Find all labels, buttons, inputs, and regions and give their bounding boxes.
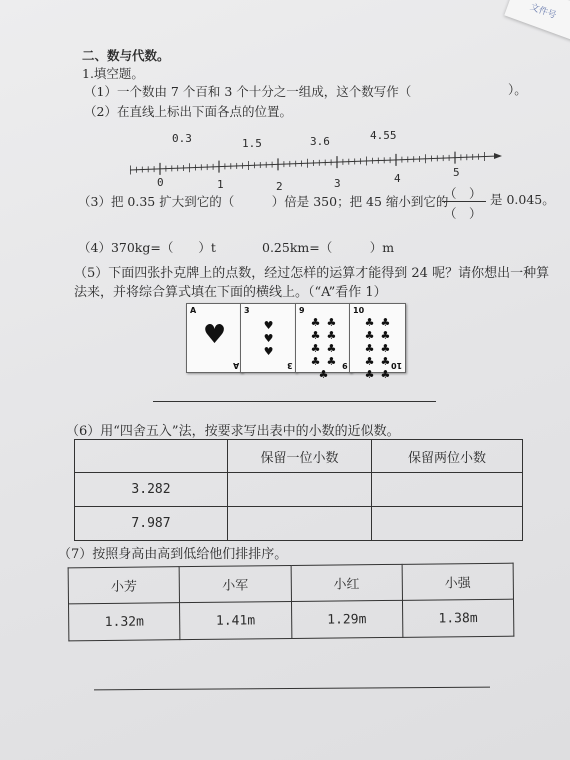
club-icon: ♣: [326, 342, 337, 355]
club-icon: ♣: [326, 355, 337, 368]
table-cell: 1.29m: [291, 600, 403, 638]
q1-4-part-b: 0.25km=（ ）m: [262, 240, 395, 255]
q1-1-text: （1）一个数由 7 个百和 3 个十分之一组成，这个数写作（: [84, 84, 412, 99]
playing-card-ace-hearts: [186, 303, 243, 373]
q1-6-text: （6）用“四舍五入”法，按要求写出表中的小数的近似数。: [66, 424, 400, 439]
q1-7-text: （7）按照身高由高到低给他们排排序。: [58, 547, 288, 562]
q1-3-text: （3）把 0.35 扩大到它的（ ）倍是 350；把 45 缩小到它的: [78, 194, 449, 209]
club-icon: ♣: [364, 355, 375, 368]
q1-3-fraction-denominator: （ ）: [444, 206, 482, 221]
card-rank: A: [232, 361, 239, 370]
point-label: 4.55: [370, 129, 397, 142]
card-pips: [360, 316, 395, 381]
club-icon: ♣: [310, 355, 321, 368]
table-header: 保留两位小数: [372, 440, 523, 473]
point-label: 3.6: [310, 135, 330, 148]
rounding-table: [74, 439, 523, 541]
table-row: [69, 599, 514, 641]
heart-icon: ♥: [263, 318, 274, 332]
point-label: 0.3: [172, 132, 192, 145]
answer-line: [153, 401, 436, 402]
table-cell: 1.32m: [69, 603, 181, 641]
q1-2-text: （2）在直线上标出下面各点的位置。: [84, 104, 292, 119]
axis-label: 4: [394, 172, 401, 185]
club-icon: ♣: [364, 368, 375, 381]
card-rank: A: [190, 306, 197, 315]
heart-icon: ♥: [202, 320, 227, 350]
card-rank: 10: [353, 306, 365, 315]
club-icon: ♣: [380, 329, 391, 342]
heart-icon: ♥: [263, 344, 274, 358]
club-icon: ♣: [380, 342, 391, 355]
table-cell: 7.987: [75, 507, 228, 541]
arrow-icon: [494, 153, 502, 159]
table-cell: 1.38m: [402, 599, 514, 637]
club-icon: ♣: [380, 316, 391, 329]
answer-cell: [228, 507, 372, 541]
club-icon: ♣: [310, 329, 321, 342]
card-rank: 3: [287, 361, 293, 370]
table-header: 保留一位小数: [228, 440, 372, 473]
answer-cell: [228, 473, 372, 507]
club-icon: ♣: [364, 329, 375, 342]
q1-5-line2: 法来，并将综合算式填在下面的横线上。（“A”看作 1）: [74, 285, 387, 300]
axis-label: 5: [453, 166, 460, 179]
answer-cell: [372, 473, 523, 507]
table-header: [75, 440, 228, 473]
number-line-axis: [130, 156, 498, 170]
card-rank: 9: [342, 361, 348, 370]
q1-4-part-a: （4）370kg=（ ）t: [78, 240, 216, 255]
club-icon: ♣: [326, 316, 337, 329]
club-icon: ♣: [380, 355, 391, 368]
fraction-bar: [442, 201, 486, 202]
card-pips: [251, 316, 286, 360]
q1-title: 1.填空题。: [82, 66, 144, 81]
point-label: 1.5: [242, 137, 262, 150]
answer-cell: [372, 507, 523, 541]
answer-line: [94, 687, 490, 691]
club-icon: ♣: [364, 342, 375, 355]
club-icon: ♣: [310, 316, 321, 329]
playing-card-ten-clubs: [349, 303, 406, 381]
card-rank: 10: [390, 361, 402, 370]
table-cell: 1.41m: [180, 602, 292, 640]
club-icon: ♣: [310, 342, 321, 355]
corner-text: 文件号: [528, 2, 558, 22]
table-cell: 3.282: [75, 473, 228, 507]
table-row: [75, 473, 523, 507]
table-header: 小芳: [68, 567, 180, 604]
section-title: 二、数与代数。: [82, 48, 170, 63]
club-icon: ♣: [364, 316, 375, 329]
q1-3-end: 是 0.045。: [490, 192, 555, 207]
q1-5-line1: （5）下面四张扑克牌上的点数，经过怎样的运算才能得到 24 呢？请你想出一种算: [74, 266, 550, 281]
axis-label: 3: [334, 177, 341, 190]
club-icon: ♣: [318, 368, 329, 381]
q1-1-end: ）。: [508, 82, 527, 97]
q1-3-fraction-numerator: （ ）: [444, 186, 482, 201]
number-line: [0, 148, 570, 188]
table-header: 小红: [291, 564, 403, 601]
card-pips: [306, 316, 341, 381]
club-icon: ♣: [380, 368, 391, 381]
axis-label: 2: [276, 180, 283, 193]
table-header: 小强: [402, 563, 514, 600]
axis-label: 1: [217, 178, 224, 191]
table-row: [75, 507, 523, 541]
axis-label: 0: [157, 176, 164, 189]
table-header: 小军: [179, 566, 291, 603]
heart-icon: ♥: [263, 331, 274, 345]
height-table: [68, 563, 515, 642]
club-icon: ♣: [326, 329, 337, 342]
card-rank: 3: [244, 306, 250, 315]
playing-card-three-hearts: [240, 303, 297, 373]
playing-card-nine-clubs: [295, 303, 352, 381]
card-rank: 9: [299, 306, 305, 315]
